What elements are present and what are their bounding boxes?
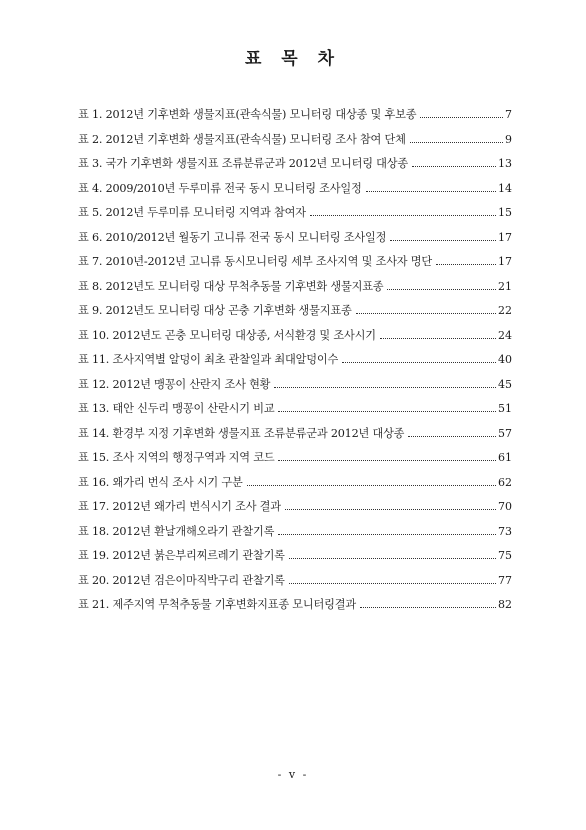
toc-entry-label: 표 1. 2012년 기후변화 생물지표(관속식물) 모니터링 대상종 및 후보종 bbox=[78, 108, 417, 121]
dot-leader bbox=[410, 142, 503, 143]
toc-entry-label: 표 8. 2012년도 모니터링 대상 무척추동물 기후변화 생물지표종 bbox=[78, 279, 384, 293]
dot-leader bbox=[387, 289, 496, 290]
toc-entry-page-number: 24 bbox=[498, 328, 512, 342]
dot-leader bbox=[278, 411, 496, 412]
dot-leader bbox=[412, 166, 496, 167]
dot-leader bbox=[380, 338, 496, 339]
dot-leader bbox=[274, 387, 496, 388]
toc-entry bbox=[78, 155, 512, 180]
dot-leader bbox=[342, 362, 496, 363]
page-number-footer: - v - bbox=[277, 768, 309, 781]
toc-entry-page-number: 82 bbox=[498, 598, 512, 611]
toc-entry-label: 표 17. 2012년 왜가리 번식시기 조사 결과 bbox=[78, 500, 281, 513]
toc-entry-label: 표 7. 2010년-2012년 고니류 동시모니터링 세부 조사지역 및 조사자 명단 bbox=[78, 255, 432, 268]
toc-entry-page-number: 75 bbox=[498, 549, 512, 562]
toc-entry-page-number: 77 bbox=[498, 573, 512, 587]
toc-entry bbox=[78, 131, 512, 156]
toc-entry-label: 표 4. 2009/2010년 두루미류 전국 동시 모니터링 조사일정 bbox=[78, 181, 362, 195]
toc-entry-label: 표 9. 2012년도 모니터링 대상 곤충 기후변화 생물지표종 bbox=[78, 304, 352, 317]
dot-leader bbox=[356, 313, 496, 314]
toc-entry-page-number: 45 bbox=[498, 377, 512, 391]
toc-entry-label: 표 18. 2012년 환날개해오라기 관찰기록 bbox=[78, 524, 275, 538]
dot-leader bbox=[360, 607, 496, 608]
dot-leader bbox=[285, 509, 496, 510]
dot-leader bbox=[436, 264, 496, 265]
dot-leader bbox=[247, 485, 496, 486]
toc-entry-page-number: 15 bbox=[498, 206, 512, 219]
toc-entry-label: 표 16. 왜가리 번식 조사 시기 구분 bbox=[78, 475, 243, 489]
dot-leader bbox=[408, 436, 496, 437]
dot-leader bbox=[278, 460, 496, 461]
table-of-contents-list bbox=[78, 106, 512, 621]
toc-entry-page-number: 40 bbox=[498, 353, 512, 366]
toc-entry bbox=[78, 376, 512, 401]
toc-entry-page-number: 51 bbox=[498, 402, 512, 415]
toc-entry-label: 표 12. 2012년 맹꽁이 산란지 조사 현황 bbox=[78, 377, 271, 391]
dot-leader bbox=[390, 240, 496, 241]
dot-leader bbox=[289, 583, 496, 584]
dot-leader bbox=[278, 534, 496, 535]
dot-leader bbox=[366, 191, 496, 192]
toc-entry-page-number: 70 bbox=[498, 500, 512, 513]
toc-entry-label: 표 19. 2012년 붉은부리찌르레기 관찰기록 bbox=[78, 549, 285, 562]
dot-leader bbox=[289, 558, 496, 559]
toc-entry-page-number: 17 bbox=[498, 255, 512, 268]
toc-entry bbox=[78, 572, 512, 597]
toc-entry-page-number: 61 bbox=[498, 451, 512, 464]
toc-entry bbox=[78, 253, 512, 278]
toc-entry bbox=[78, 302, 512, 327]
toc-entry bbox=[78, 327, 512, 352]
toc-entry bbox=[78, 523, 512, 548]
toc-entry bbox=[78, 596, 512, 621]
toc-entry bbox=[78, 278, 512, 303]
toc-entry bbox=[78, 425, 512, 450]
toc-entry bbox=[78, 180, 512, 205]
toc-entry-label: 표 3. 국가 기후변화 생물지표 조류분류군과 2012년 모니터링 대상종 bbox=[78, 157, 408, 170]
dot-leader bbox=[310, 215, 496, 216]
toc-entry-label: 표 20. 2012년 검은이마직박구리 관찰기록 bbox=[78, 573, 285, 587]
toc-entry-label: 표 5. 2012년 두루미류 모니터링 지역과 참여자 bbox=[78, 206, 306, 219]
toc-entry-page-number: 14 bbox=[498, 181, 512, 195]
toc-entry bbox=[78, 351, 512, 376]
toc-entry bbox=[78, 547, 512, 572]
toc-entry-label: 표 10. 2012년도 곤충 모니터링 대상종, 서식환경 및 조사시기 bbox=[78, 328, 376, 342]
toc-entry-page-number: 57 bbox=[498, 426, 512, 440]
toc-entry-page-number: 17 bbox=[498, 230, 512, 244]
toc-entry bbox=[78, 474, 512, 499]
toc-entry bbox=[78, 400, 512, 425]
page-title: 표 목 차 bbox=[244, 49, 342, 69]
toc-entry-label: 표 14. 환경부 지정 기후변화 생물지표 조류분류군과 2012년 대상종 bbox=[78, 426, 405, 440]
toc-entry-page-number: 9 bbox=[505, 132, 512, 146]
toc-entry-label: 표 13. 태안 신두리 맹꽁이 산란시기 비교 bbox=[78, 402, 275, 415]
toc-entry-page-number: 7 bbox=[505, 108, 512, 121]
toc-entry bbox=[78, 449, 512, 474]
toc-entry-page-number: 21 bbox=[498, 279, 512, 293]
toc-entry-label: 표 15. 조사 지역의 행정구역과 지역 코드 bbox=[78, 451, 275, 464]
toc-entry-label: 표 21. 제주지역 무척추동물 기후변화지표종 모니터링결과 bbox=[78, 598, 356, 611]
toc-entry-label: 표 6. 2010/2012년 월동기 고니류 전국 동시 모니터링 조사일정 bbox=[78, 230, 387, 244]
toc-entry-page-number: 22 bbox=[498, 304, 512, 317]
toc-entry bbox=[78, 204, 512, 229]
toc-entry bbox=[78, 106, 512, 131]
toc-entry bbox=[78, 229, 512, 254]
dot-leader bbox=[420, 117, 503, 118]
toc-entry bbox=[78, 498, 512, 523]
toc-entry-page-number: 13 bbox=[498, 157, 512, 170]
toc-entry-label: 표 2. 2012년 기후변화 생물지표(관속식물) 모니터링 조사 참여 단체 bbox=[78, 132, 406, 146]
toc-entry-label: 표 11. 조사지역별 알덩이 최초 관찰일과 최대알덩이수 bbox=[78, 353, 339, 366]
toc-entry-page-number: 62 bbox=[498, 475, 512, 489]
toc-entry-page-number: 73 bbox=[498, 524, 512, 538]
